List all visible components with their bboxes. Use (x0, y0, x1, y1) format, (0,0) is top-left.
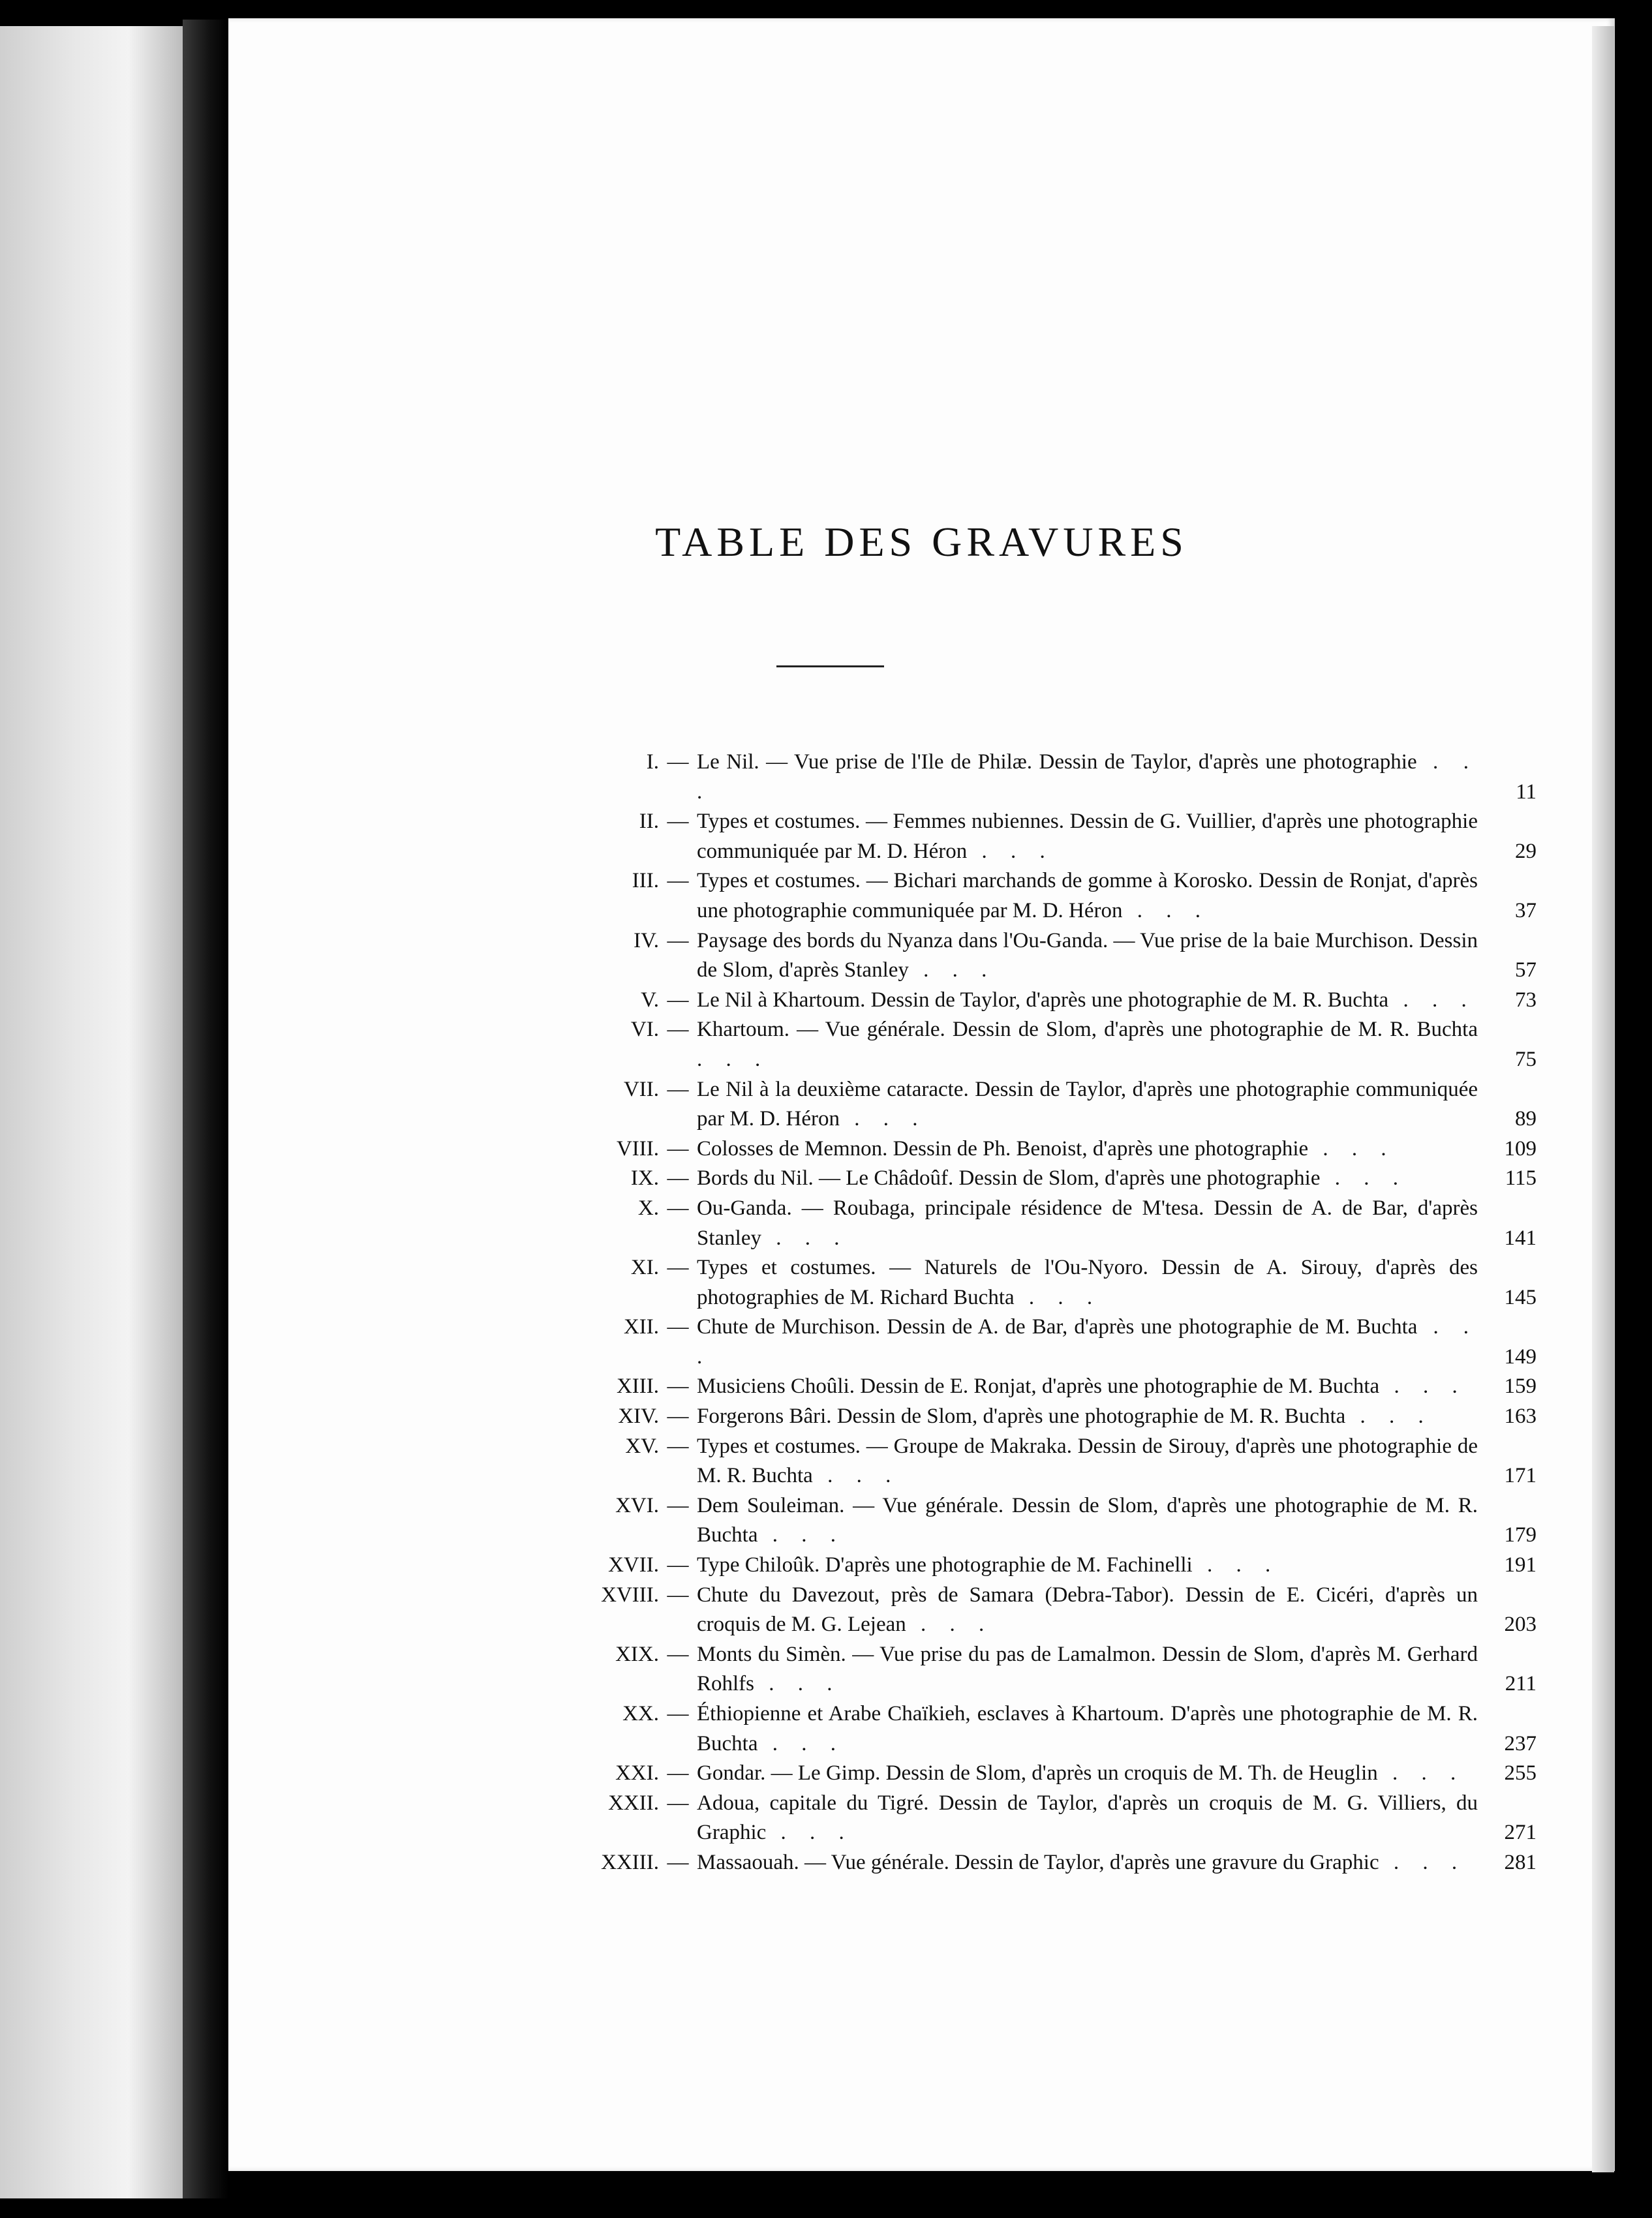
entry-number: XXIII. (601, 1850, 659, 1874)
toc-entry (558, 1491, 1537, 1551)
entry-page-number: 145 (1504, 1285, 1537, 1309)
entry-caption: Adoua, capitale du Tigré. Dessin de Taylor, d'après un croquis de M. G. Villiers, du Graphic (697, 1791, 1478, 1845)
entry-dash: — (667, 1256, 689, 1280)
toc-entry (558, 1402, 1537, 1432)
leader-dots: . . . (908, 958, 996, 982)
leader-dots: . . . (757, 1731, 845, 1755)
entry-dash: — (667, 1553, 689, 1577)
entry-dash: — (667, 1493, 689, 1517)
leader-dots: . . . (754, 1672, 842, 1696)
entry-page-number: 237 (1504, 1731, 1537, 1755)
entry-number: XVIII. (601, 1583, 659, 1607)
table-of-engravings (558, 748, 1537, 1878)
entry-number: XX. (622, 1702, 659, 1725)
page-title: TABLE DES GRAVURES (655, 519, 1188, 565)
entry-caption: Types et costumes. — Naturels de l'Ou-Nyoro. Dessin de A. Sirouy, d'après des photographies de M. Richard Buchta (697, 1256, 1478, 1309)
toc-entry (558, 1848, 1537, 1878)
entry-number: X. (637, 1196, 659, 1220)
entry-number: IX. (630, 1166, 659, 1191)
entry-number: XIII. (616, 1375, 659, 1399)
entry-number: IV. (634, 928, 659, 952)
leader-dots: . . . (1308, 1136, 1396, 1161)
entry-caption: Le Nil à Khartoum. Dessin de Taylor, d'après une photographie de M. R. Buchta (697, 988, 1389, 1012)
leader-dots: . . . (697, 1047, 770, 1071)
leader-dots: . . . (1192, 1553, 1280, 1577)
entry-number: XVII. (608, 1553, 659, 1577)
left-page-edge (0, 26, 183, 2198)
toc-entry (558, 1372, 1537, 1402)
entry-dash: — (667, 1434, 689, 1458)
entry-number: XXII. (608, 1791, 659, 1815)
entry-caption: Ou-Ganda. — Roubaga, principale résidence de M'tesa. Dessin de A. de Bar, d'après Stanley (697, 1196, 1478, 1250)
toc-entry (558, 866, 1537, 926)
entry-caption: Chute du Davezout, près de Samara (Debra-Tabor). Dessin de E. Cicéri, d'après un croquis de M. G. Lejean (697, 1583, 1478, 1637)
leader-dots: . . . (906, 1613, 994, 1637)
entry-caption: Le Nil à la deuxième cataracte. Dessin de Taylor, d'après une photographie communiquée par M. D. Héron (697, 1077, 1478, 1131)
entry-page-number: 37 (1515, 898, 1537, 922)
entry-page-number: 109 (1504, 1136, 1537, 1161)
entry-dash: — (667, 1315, 689, 1339)
leader-dots: . . . (1014, 1285, 1102, 1309)
entry-page-number: 171 (1504, 1464, 1537, 1488)
entry-body (697, 1699, 1537, 1759)
entry-dash: — (667, 1077, 689, 1101)
entry-number: XI. (630, 1256, 659, 1280)
entry-caption: Musiciens Choûli. Dessin de E. Ronjat, d'après une photographie de M. Buchta (697, 1375, 1380, 1399)
toc-entry (558, 1789, 1537, 1848)
leader-dots: . . . (1379, 1375, 1467, 1399)
entry-page-number: 271 (1504, 1821, 1537, 1845)
entry-page-number: 73 (1515, 988, 1537, 1012)
toc-entry (558, 1134, 1537, 1164)
entry-caption: Types et costumes. — Femmes nubiennes. Dessin de G. Vuillier, d'après une photographie communiquée par M. D. Héron (697, 810, 1478, 863)
entry-page-number: 29 (1515, 839, 1537, 863)
entry-body (697, 1789, 1537, 1848)
entry-caption: Massaouah. — Vue générale. Dessin de Taylor, d'après une gravure du Graphic (697, 1850, 1379, 1874)
toc-entry (558, 1759, 1537, 1789)
entry-body (697, 1402, 1537, 1432)
entry-dash: — (667, 1702, 689, 1725)
leader-dots: . . . (840, 1107, 927, 1131)
entry-body (697, 1848, 1537, 1878)
title-rule (776, 665, 884, 667)
entry-dash: — (667, 1196, 689, 1220)
entry-page-number: 163 (1504, 1405, 1537, 1429)
entry-caption: Éthiopienne et Arabe Chaïkieh, esclaves à Khartoum. D'après une photographie de M. R. Buchta (697, 1702, 1478, 1755)
entry-caption: Dem Souleiman. — Vue générale. Dessin de Slom, d'après une photographie de M. R. Buchta (697, 1493, 1478, 1547)
toc-entry (558, 1551, 1537, 1581)
entry-caption: Chute de Murchison. Dessin de A. de Bar, d'après une photographie de M. Buchta (697, 1315, 1418, 1339)
entry-dash: — (667, 1018, 689, 1042)
toc-entry (558, 1432, 1537, 1491)
entry-caption: Bords du Nil. — Le Châdoûf. Dessin de Slom, d'après une photographie (697, 1166, 1321, 1191)
entry-dash: — (667, 1405, 689, 1429)
entry-body (697, 1134, 1537, 1164)
toc-entry (558, 1313, 1537, 1372)
entry-dash: — (667, 1761, 689, 1785)
leader-dots: . . . (1122, 898, 1210, 922)
entry-number: VIII. (616, 1136, 659, 1161)
leader-dots: . . . (697, 1315, 1478, 1369)
entry-caption: Monts du Simèn. — Vue prise du pas de Lamalmon. Dessin de Slom, d'après M. Gerhard Rohlfs (697, 1642, 1478, 1696)
toc-entry (558, 1581, 1537, 1640)
entry-number: I. (646, 750, 659, 774)
entry-body (697, 866, 1537, 926)
entry-number: XIV. (618, 1405, 659, 1429)
entry-number: VII. (623, 1077, 659, 1101)
entry-page-number: 141 (1504, 1226, 1537, 1250)
leader-dots: . . . (1345, 1405, 1433, 1429)
entry-body (697, 1581, 1537, 1640)
leader-dots: . . . (967, 839, 1054, 863)
entry-dash: — (667, 1375, 689, 1399)
leader-dots: . . . (1377, 1761, 1465, 1785)
entry-number: V. (641, 988, 659, 1012)
toc-entry (558, 1194, 1537, 1253)
entry-page-number: 159 (1504, 1375, 1537, 1399)
leader-dots: . . . (761, 1226, 849, 1250)
entry-body (697, 1432, 1537, 1491)
entry-caption: Types et costumes. — Groupe de Makraka. Dessin de Sirouy, d'après une photographie de M. R. Buchta (697, 1434, 1478, 1488)
toc-entry (558, 1640, 1537, 1699)
entry-dash: — (667, 750, 689, 774)
entry-dash: — (667, 869, 689, 893)
toc-entry (558, 926, 1537, 986)
entry-body (697, 1759, 1537, 1789)
leader-dots: . . . (1388, 988, 1476, 1012)
leader-dots: . . . (1379, 1850, 1467, 1874)
toc-entry (558, 748, 1537, 807)
toc-entry (558, 1253, 1537, 1313)
entry-caption: Khartoum. — Vue générale. Dessin de Slom, d'après une photographie de M. R. Buchta (697, 1018, 1478, 1042)
entry-page-number: 11 (1516, 780, 1537, 804)
entry-dash: — (667, 1583, 689, 1607)
entry-number: XII. (623, 1315, 659, 1339)
entry-body (697, 1253, 1537, 1313)
entry-body (697, 1640, 1537, 1699)
entry-body (697, 1015, 1537, 1074)
page (228, 18, 1615, 2171)
entry-page-number: 75 (1515, 1047, 1537, 1071)
entry-body (697, 1194, 1537, 1253)
entry-dash: — (667, 1791, 689, 1815)
entry-page-number: 281 (1504, 1850, 1537, 1874)
entry-body (697, 1313, 1537, 1372)
toc-entry (558, 807, 1537, 866)
toc-entry (558, 1699, 1537, 1759)
leader-dots: . . . (1320, 1166, 1407, 1191)
toc-entry (558, 1164, 1537, 1194)
entry-number: XV. (625, 1434, 659, 1458)
leader-dots: . . . (812, 1464, 900, 1488)
entry-caption: Le Nil. — Vue prise de l'Ile de Philæ. Dessin de Taylor, d'après une photographie (697, 750, 1417, 774)
entry-page-number: 211 (1505, 1672, 1537, 1696)
entry-dash: — (667, 1166, 689, 1191)
entry-number: VI. (630, 1018, 659, 1042)
entry-number: XXI. (615, 1761, 659, 1785)
entry-dash: — (667, 810, 689, 834)
entry-page-number: 255 (1504, 1761, 1537, 1785)
entry-caption: Colosses de Memnon. Dessin de Ph. Benoist, d'après une photographie (697, 1136, 1309, 1161)
entry-dash: — (667, 1642, 689, 1666)
entry-page-number: 179 (1504, 1523, 1537, 1547)
entry-page-number: 57 (1515, 958, 1537, 982)
entry-body (697, 1372, 1537, 1402)
entry-page-number: 149 (1504, 1344, 1537, 1369)
toc-entry (558, 1075, 1537, 1134)
entry-body (697, 1075, 1537, 1134)
entry-caption: Types et costumes. — Bichari marchands de gomme à Korosko. Dessin de Ronjat, d'après une photographie communiquée par M. D. Héron (697, 869, 1478, 922)
entry-body (697, 986, 1537, 1016)
entry-number: II. (639, 810, 659, 834)
entry-page-number: 191 (1504, 1553, 1537, 1577)
entry-caption: Paysage des bords du Nyanza dans l'Ou-Ganda. — Vue prise de la baie Murchison. Dessin de Slom, d'après Stanley (697, 928, 1478, 982)
book-gutter (183, 20, 228, 2198)
entry-body (697, 926, 1537, 986)
entry-body (697, 1491, 1537, 1551)
entry-number: XIX. (615, 1642, 659, 1666)
entry-dash: — (667, 1850, 689, 1874)
leader-dots: . . . (697, 750, 1478, 804)
entry-page-number: 203 (1504, 1613, 1537, 1637)
leader-dots: . . . (766, 1821, 853, 1845)
toc-entry (558, 1015, 1537, 1074)
entry-body (697, 748, 1537, 807)
entry-page-number: 89 (1515, 1107, 1537, 1131)
toc-entry (558, 986, 1537, 1016)
entry-caption: Gondar. — Le Gimp. Dessin de Slom, d'après un croquis de M. Th. de Heuglin (697, 1761, 1378, 1785)
entry-page-number: 115 (1505, 1166, 1537, 1191)
entry-body (697, 1164, 1537, 1194)
entry-dash: — (667, 928, 689, 952)
entry-caption: Forgerons Bâri. Dessin de Slom, d'après une photographie de M. R. Buchta (697, 1405, 1346, 1429)
entry-body (697, 807, 1537, 866)
entry-body (697, 1551, 1537, 1581)
entry-number: XVI. (615, 1493, 659, 1517)
entry-caption: Type Chiloûk. D'après une photographie de M. Fachinelli (697, 1553, 1193, 1577)
right-page-edge (1592, 26, 1614, 2172)
entry-dash: — (667, 988, 689, 1012)
entry-number: III. (632, 869, 659, 893)
leader-dots: . . . (757, 1523, 845, 1547)
entry-dash: — (667, 1136, 689, 1161)
